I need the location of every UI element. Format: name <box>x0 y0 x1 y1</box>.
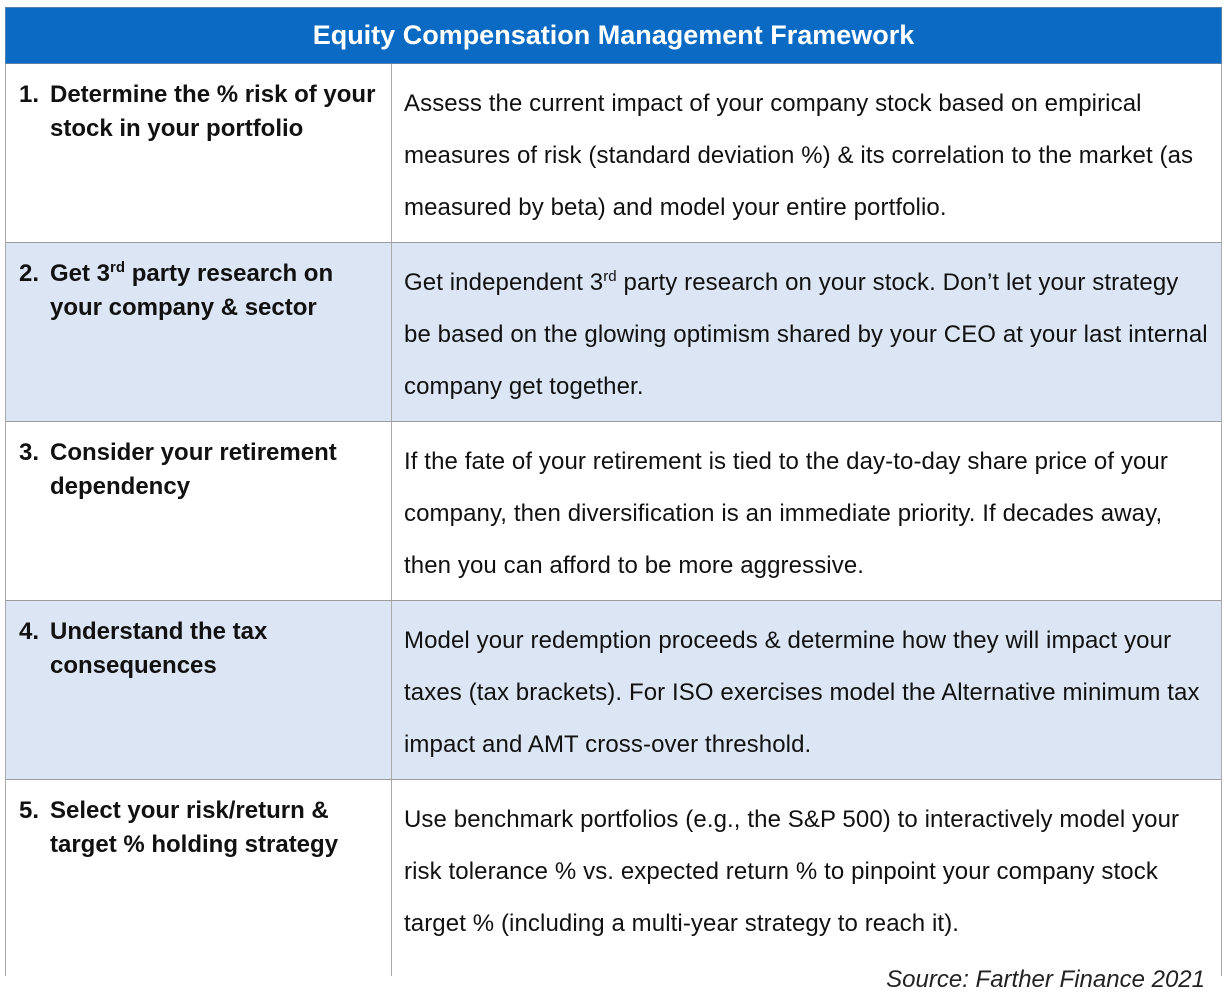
step-title: Consider your retirement dependency <box>50 439 337 500</box>
description-start: Get independent 3 <box>404 269 604 296</box>
step-description: Assess the current impact of your company stock based on empirical measures of risk (standard deviation %) & its correlation to the market (as measured by beta) and model your entire portfolio. <box>404 90 1194 221</box>
step-title-end: party research on your company & sector <box>50 260 334 321</box>
framework-table <box>5 64 1222 976</box>
step-cell <box>6 422 392 600</box>
step-description: Use benchmark portfolios (e.g., the S&P 500) to interactively model your risk tolerance % vs. expected return % to pinpoint your company stock target % (including a multi-year strategy to reach it). <box>404 806 1180 937</box>
superscript: rd <box>603 268 617 285</box>
step-number: 4. <box>19 618 40 645</box>
step-title: Select your risk/return & target % holding strategy <box>50 797 339 858</box>
step-cell <box>6 780 392 976</box>
step-number: 5. <box>19 797 40 824</box>
description-end: party research on your stock. Don’t let your strategy be based on the glowing optimism shared by your CEO at your last internal company get together. <box>404 269 1208 400</box>
step-title: Understand the tax consequences <box>50 618 268 679</box>
step-description <box>392 243 1221 421</box>
framework-table-container <box>5 7 1222 976</box>
table-row-4 <box>6 601 1221 780</box>
step-cell <box>6 64 392 242</box>
table-title: Equity Compensation Management Framework <box>5 7 1222 64</box>
step-title: Determine the % risk of your stock in your portfolio <box>50 81 376 142</box>
table-row-5 <box>6 780 1221 976</box>
step-cell <box>6 601 392 779</box>
step-number: 1. <box>19 81 40 108</box>
step-number: 2. <box>19 260 40 287</box>
step-description: If the fate of your retirement is tied to the day-to-day share price of your company, then diversification is an immediate priority. If decades away, then you can afford to be more aggressive. <box>404 448 1168 579</box>
superscript: rd <box>110 259 126 276</box>
step-description: Model your redemption proceeds & determine how they will impact your taxes (tax brackets). For ISO exercises model the Alternative minimum tax impact and AMT cross-over threshold. <box>404 627 1200 758</box>
step-cell <box>6 243 392 421</box>
source-caption: Source: Farther Finance 2021 <box>886 966 1205 993</box>
table-row-2 <box>6 243 1221 422</box>
step-number: 3. <box>19 439 40 466</box>
step-title <box>50 257 381 421</box>
step-title-start: Get 3 <box>50 260 111 287</box>
table-row-1 <box>6 64 1221 243</box>
table-row-3 <box>6 422 1221 601</box>
